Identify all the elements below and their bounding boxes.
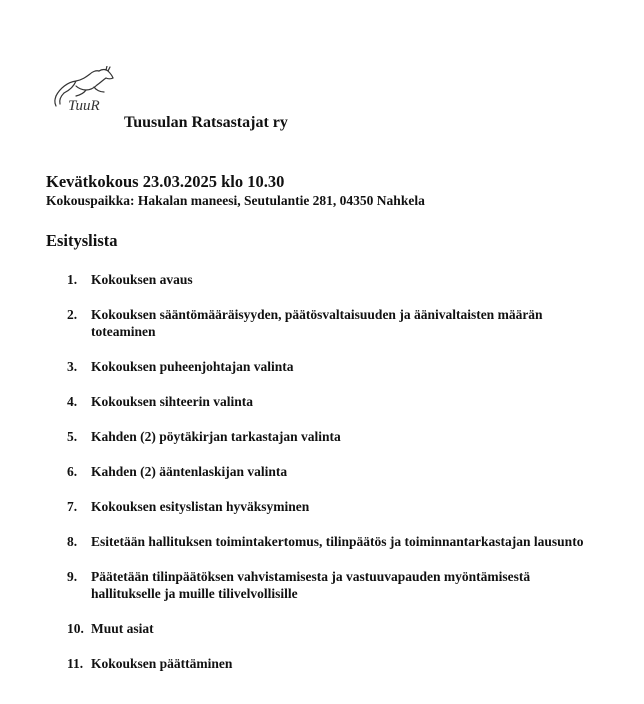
agenda-item-number: 8. bbox=[67, 534, 78, 549]
agenda-item-text bbox=[91, 428, 644, 445]
agenda-item-line: Kahden (2) ääntenlaskijan valinta bbox=[91, 464, 288, 479]
agenda-item-text bbox=[91, 655, 644, 672]
horse-logo-icon bbox=[50, 66, 120, 114]
agenda-item-line: Kokouksen esityslistan hyväksyminen bbox=[91, 499, 310, 514]
agenda-item-line: Kokouksen avaus bbox=[91, 272, 193, 287]
agenda-item-number: 4. bbox=[67, 394, 78, 409]
agenda-item-text bbox=[91, 498, 644, 515]
agenda-item-number: 7. bbox=[67, 499, 78, 514]
agenda-item-text bbox=[91, 463, 644, 480]
agenda-item-line: Muut asiat bbox=[91, 621, 154, 636]
agenda-item-number: 11. bbox=[67, 656, 84, 671]
meeting-title: Kevätkokous 23.03.2025 klo 10.30 bbox=[46, 172, 285, 191]
agenda-item-number: 6. bbox=[67, 464, 78, 479]
agenda-item-line: hallitukselle ja muille tilivelvollisille bbox=[91, 586, 298, 601]
agenda-item-number: 5. bbox=[67, 429, 78, 444]
agenda-item-line: Kokouksen puheenjohtajan valinta bbox=[91, 359, 294, 374]
logo-text: TuuR bbox=[68, 98, 100, 114]
agenda-item-line: toteaminen bbox=[91, 324, 156, 339]
agenda-item-number: 1. bbox=[67, 272, 78, 287]
agenda-item-line: Päätetään tilinpäätöksen vahvistamisesta ja vastuuvapauden myöntämisestä bbox=[91, 569, 531, 584]
agenda-item-text bbox=[91, 533, 644, 550]
agenda-item-number: 10. bbox=[67, 621, 84, 636]
organization-name: Tuusulan Ratsastajat ry bbox=[124, 114, 288, 131]
agenda-item-line: Kokouksen sihteerin valinta bbox=[91, 394, 254, 409]
agenda-item-line: Kokouksen sääntömääräisyyden, päätösvaltaisuuden ja äänivaltaisten määrän bbox=[91, 307, 543, 322]
agenda-item-text bbox=[91, 568, 644, 602]
agenda-item-line: Kokouksen päättäminen bbox=[91, 656, 233, 671]
agenda-item-text bbox=[91, 306, 644, 340]
agenda-item-line: Kahden (2) pöytäkirjan tarkastajan valinta bbox=[91, 429, 341, 444]
agenda-item-number: 9. bbox=[67, 569, 78, 584]
agenda-item-text bbox=[91, 620, 644, 637]
agenda-item-number: 2. bbox=[67, 307, 78, 322]
agenda-item-text bbox=[91, 393, 644, 410]
meeting-place: Kokouspaikka: Hakalan maneesi, Seutulantie 281, 04350 Nahkela bbox=[46, 193, 425, 208]
agenda-heading: Esityslista bbox=[46, 231, 118, 250]
agenda-item-line: Esitetään hallituksen toimintakertomus, tilinpäätös ja toiminnantarkastajan lausunto bbox=[91, 534, 584, 549]
agenda-item-text bbox=[91, 271, 644, 288]
agenda-item-text bbox=[91, 358, 644, 375]
agenda-item-number: 3. bbox=[67, 359, 78, 374]
